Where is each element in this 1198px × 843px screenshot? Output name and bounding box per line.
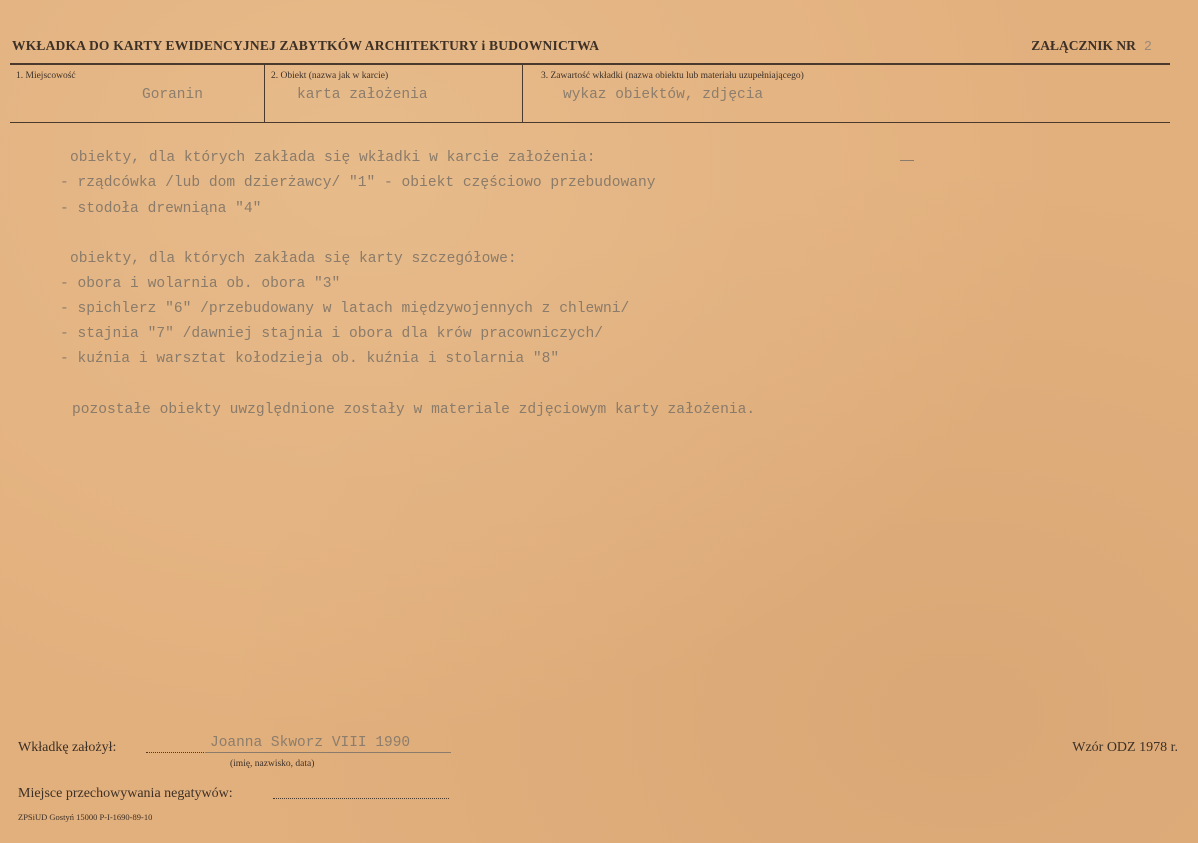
body-line: pozostałe obiekty uwzględnione zostały w materiale zdjęciowym karty założenia.: [72, 402, 756, 418]
author-underline: [205, 752, 451, 753]
field-locality-label: 1. Miejscowość: [16, 71, 76, 81]
field-object: [264, 65, 523, 122]
printer-imprint: ZPSiUD Gostyń 15000 P-I-1690-89-10: [18, 812, 153, 822]
fields-bottom-rule: [10, 122, 1170, 123]
body-line: - rządcówka /lub dom dzierżawcy/ "1" - obiekt częściowo przebudowany: [60, 175, 656, 191]
body-line: - spichlerz "6" /przebudowany w latach międzywojennych z chlewni/: [60, 301, 630, 317]
field-object-label: 2. Obiekt (nazwa jak w karcie): [271, 71, 389, 81]
body-line: - kuźnia i warsztat kołodzieja ob. kuźnia i stolarnia "8": [60, 351, 560, 367]
form-reference: Wzór ODZ 1978 r.: [1072, 740, 1178, 755]
annex-number: 2: [1143, 40, 1152, 55]
negatives-label: Miejsce przechowywania negatywów:: [18, 786, 233, 801]
field-locality: [10, 65, 264, 122]
author-hint: (imię, nazwisko, data): [230, 759, 315, 769]
field-contents: [522, 65, 1163, 122]
annex-label-group: [1031, 38, 1152, 55]
annex-label: ZAŁĄCZNIK NR: [1031, 38, 1136, 53]
author-dotted-line: [146, 752, 206, 753]
author-label: Wkładkę założył:: [18, 740, 117, 755]
field-locality-value: Goranin: [142, 87, 203, 103]
stray-dash-mark: [900, 160, 914, 161]
card-title: WKŁADKA DO KARTY EWIDENCYJNEJ ZABYTKÓW ARCHITEKTURY i BUDOWNICTWA: [12, 38, 600, 53]
body-line: obiekty, dla których zakłada się wkładki w karcie założenia:: [70, 150, 596, 166]
body-line: - obora i wolarnia ob. obora "3": [60, 276, 341, 292]
field-object-value: karta założenia: [297, 87, 428, 103]
author-value: Joanna Skworz VIII 1990: [210, 735, 411, 751]
body-line: obiekty, dla których zakłada się karty szczegółowe:: [70, 251, 517, 267]
field-contents-label: 3. Zawartość wkładki (nazwa obiektu lub materiału uzupełniającego): [541, 71, 804, 81]
field-contents-value: wykaz obiektów, zdjęcia: [563, 87, 764, 103]
negatives-dotted-line: [273, 798, 449, 799]
body-line: - stajnia "7" /dawniej stajnia i obora dla krów pracowniczych/: [60, 326, 603, 342]
body-line: - stodoła drewniąna "4": [60, 201, 262, 217]
